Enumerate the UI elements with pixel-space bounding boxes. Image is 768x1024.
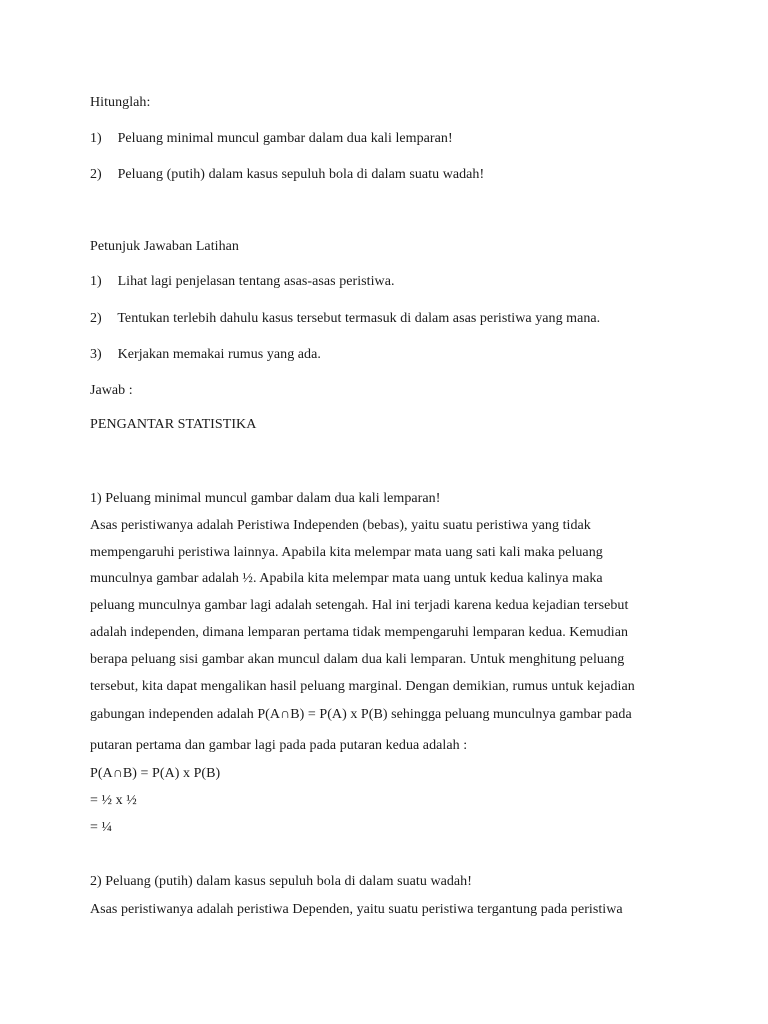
paragraph-line: munculnya gambar adalah ½. Apabila kita melempar mata uang untuk kedua kalinya maka bbox=[90, 571, 603, 586]
hint-item-3 bbox=[90, 346, 321, 364]
question-number: 1) bbox=[90, 131, 102, 146]
hint-number: 2) bbox=[90, 311, 102, 326]
question-number: 2) bbox=[90, 167, 102, 182]
hint-item-1 bbox=[90, 273, 395, 291]
hint-text: Tentukan terlebih dahulu kasus tersebut termasuk di dalam asas peristiwa yang mana. bbox=[117, 311, 601, 326]
hints-heading: Petunjuk Jawaban Latihan bbox=[90, 239, 239, 254]
paragraph-line: putaran pertama dan gambar lagi pada pada putaran kedua adalah : bbox=[90, 738, 468, 753]
questions-heading: Hitunglah: bbox=[90, 95, 151, 110]
part1-title: 1) Peluang minimal muncul gambar dalam dua kali lemparan! bbox=[90, 491, 441, 506]
question-item-1 bbox=[90, 130, 453, 148]
paragraph-line: adalah independen, dimana lemparan pertama tidak mempengaruhi lemparan kedua. Kemudian bbox=[90, 625, 629, 640]
paragraph-line: Asas peristiwanya adalah Peristiwa Independen (bebas), yaitu suatu peristiwa yang tidak bbox=[90, 518, 591, 533]
hint-number: 1) bbox=[90, 274, 102, 289]
formula-line: P(A∩B) = P(A) x P(B) bbox=[90, 766, 221, 781]
hint-item-2 bbox=[90, 310, 600, 328]
paragraph-line: gabungan independen adalah P(A∩B) = P(A) x P(B) sehingga peluang munculnya gambar pada bbox=[90, 707, 632, 722]
hint-text: Lihat lagi penjelasan tentang asas-asas peristiwa. bbox=[117, 274, 395, 289]
formula-line: = ½ x ½ bbox=[90, 793, 137, 808]
paragraph-line: tersebut, kita dapat mengalikan hasil peluang marginal. Dengan demikian, rumus untuk kejadian bbox=[90, 679, 635, 694]
hint-number: 3) bbox=[90, 347, 102, 362]
paragraph-line: mempengaruhi peristiwa lainnya. Apabila kita melempar mata uang sati kali maka peluang bbox=[90, 545, 603, 560]
question-text: Peluang minimal muncul gambar dalam dua kali lemparan! bbox=[117, 131, 453, 146]
formula-line: = ¼ bbox=[90, 820, 113, 835]
paragraph-line: Asas peristiwanya adalah peristiwa Dependen, yaitu suatu peristiwa tergantung pada peristiwa bbox=[90, 902, 623, 917]
part2-title: 2) Peluang (putih) dalam kasus sepuluh bola di dalam suatu wadah! bbox=[90, 874, 472, 889]
question-text: Peluang (putih) dalam kasus sepuluh bola di dalam suatu wadah! bbox=[117, 167, 485, 182]
question-item-2 bbox=[90, 166, 484, 184]
paragraph-line: berapa peluang sisi gambar akan muncul dalam dua kali lemparan. Untuk menghitung peluang bbox=[90, 652, 625, 667]
paragraph-line: peluang munculnya gambar lagi adalah setengah. Hal ini terjadi karena kedua kejadian tersebut bbox=[90, 598, 629, 613]
answer-label: Jawab : bbox=[90, 383, 133, 398]
subject-title: PENGANTAR STATISTIKA bbox=[90, 417, 257, 432]
hint-text: Kerjakan memakai rumus yang ada. bbox=[117, 347, 321, 362]
